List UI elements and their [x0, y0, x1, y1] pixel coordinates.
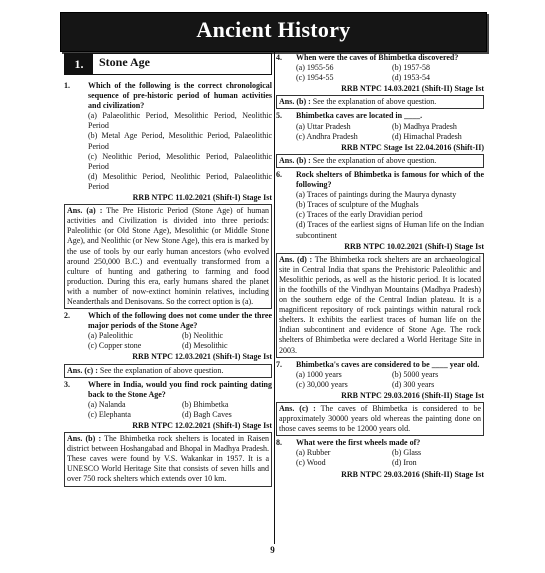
answer-box [64, 204, 272, 309]
question-block [64, 81, 272, 309]
answer-option: (a) Paleolithic [88, 331, 134, 341]
question-text: Which of the following is the correct chronological sequence of pre-historic period of human activities and civilization? [88, 81, 272, 111]
answer-option: (a) Palaeolithic Period, Mesolithic Period, Neolithic Period [88, 111, 272, 131]
answer-option: (b) 1957-58 [392, 63, 430, 73]
question-number: 3. [64, 379, 70, 389]
answer-option: (a) Rubber [296, 448, 331, 458]
answer-option: (b) Bhimbetka [182, 399, 229, 409]
answer-option: (d) Traces of the earliest signs of Human life on the Indian subcontinent [296, 220, 484, 240]
question-block [276, 170, 484, 358]
answer-explanation: The caves of Bhimbetka is considered to be approximately 30000 years old whereas the painting done on those caves seems to be 12000 years old. [279, 404, 481, 434]
exam-source: RRB NTPC 10.02.2021 (Shift-I) Stage Ist [344, 241, 484, 251]
answer-option: (b) Madhya Pradesh [392, 121, 457, 131]
exam-source: RRB NTPC 12.02.2021 (Shift-I) Stage Ist [132, 421, 272, 430]
answer-box [276, 95, 484, 109]
exam-source: RRB NTPC 11.02.2021 (Shift-I) Stage Ist [132, 193, 272, 203]
answer-explanation: The Pre Historic Period (Stone Age) of human activities and Civilization is divided into three periods: Paleolithic (or Old Stone Age), Mesolithic (or Middle Stone Age), and Neolithic (or New Stone Age), this era is marked by the use of tools by our early human ancestors (who evolved around 250,000 B.C.) and eventually transformed from a culture of hunting and gathering to farming and food production. During this era, early humans shared the planet with a number of now-extinct hominin relatives, including Neanderthals and Denisovans. So the correct option is (a). [67, 206, 269, 306]
answer-option: (b) Glass [392, 448, 422, 458]
answer-explanation: The Bhimbetka rock shelters is located in Raisen district between Hoshangabad and Bhopal in Madhya Pradesh. These caves were found by V.S. Wakankar in 1957. It is a UNESCO World Heritage Site that consists of seven hills and over 750 rock shelters which extends over 10 km. [67, 434, 270, 484]
options-list [296, 190, 484, 240]
question-number: 4. [276, 53, 282, 62]
exam-source: RRB NTPC Stage Ist 22.04.2016 (Shift-II) [341, 142, 484, 152]
answer-option: (c) Elephanta [88, 409, 131, 419]
question-number: 8. [276, 438, 282, 448]
exam-source: RRB NTPC 29.03.2016 (Shift-II) Stage Ist [341, 469, 484, 479]
answer-explanation: See the explanation of above question. [310, 155, 437, 165]
answer-option: (c) Traces of the early Dravidian period [296, 210, 423, 220]
answer-option: (c) Copper stone [88, 341, 142, 351]
answer-option: (a) Nalanda [88, 399, 126, 409]
answer-option: (b) Metal Age Period, Mesolithic Period, Palaeolithic Period [88, 131, 272, 151]
question-text: Where in India, would you find rock painting dating back to the Stone Age? [88, 379, 272, 399]
options-list [88, 331, 272, 351]
options-list [88, 111, 272, 192]
answer-box [64, 364, 272, 378]
answer-box [276, 402, 484, 436]
question-text: When were the caves of Bhimbetka discovered? [296, 53, 459, 62]
question-block [276, 111, 484, 167]
question-number: 6. [276, 169, 282, 179]
answer-option: (d) 1953-54 [392, 73, 430, 83]
answer-option: (b) 5000 years [392, 369, 439, 379]
page-number: 9 [270, 545, 275, 555]
question-text: Rock shelters of Bhimbetka is famous for which of the following? [296, 169, 484, 190]
section-heading [64, 53, 272, 75]
question-block [276, 360, 484, 437]
options-list [296, 370, 484, 390]
answer-option: (b) Neolithic [182, 331, 224, 341]
answer-option: (d) Iron [392, 458, 417, 468]
question-text: Bhimbetka's caves are considered to be ____ year old. [296, 359, 480, 369]
exam-source: RRB NTPC 29.03.2016 (Shift-II) Stage Ist [341, 390, 484, 400]
answer-option: (d) Bagh Caves [182, 409, 232, 419]
answer-option: (d) Himachal Pradesh [392, 131, 462, 141]
answer-label: Ans. (d) : [279, 254, 313, 264]
question-block [64, 311, 272, 378]
exam-source: RRB NTPC 12.03.2021 (Shift-I) Stage Ist [132, 352, 272, 362]
chapter-banner [60, 12, 487, 52]
question-block [276, 438, 484, 479]
left-column [64, 51, 272, 489]
answer-explanation: See the explanation of above question. [310, 97, 437, 107]
options-list [296, 122, 484, 142]
question-block [276, 53, 484, 109]
exam-source: RRB NTPC 14.03.2021 (Shift-II) Stage Ist [341, 84, 484, 94]
question-number: 2. [64, 311, 70, 321]
answer-label: Ans. (a) : [67, 206, 103, 216]
question-text: Which of the following does not come under the three major periods of the Stone Age? [88, 311, 272, 331]
question-number: 5. [276, 111, 282, 121]
answer-box [276, 253, 484, 358]
answer-option: (a) 1955-56 [296, 63, 334, 73]
answer-option: (b) Traces of sculpture of the Mughals [296, 200, 419, 210]
answer-label: Ans. (b) : [279, 97, 311, 107]
answer-option: (d) 300 years [392, 379, 435, 389]
answer-label: Ans. (b) : [279, 155, 311, 165]
answer-option: (a) Uttar Pradesh [296, 121, 351, 131]
answer-option: (c) Andhra Pradesh [296, 131, 358, 141]
answer-option: (c) 30,000 years [296, 379, 348, 389]
options-list [296, 448, 484, 468]
answer-box [64, 432, 272, 486]
answer-option: (a) Traces of paintings during the Maurya dynasty [296, 190, 457, 200]
question-text: What were the first wheels made of? [296, 438, 421, 448]
options-list [296, 63, 484, 83]
section-title: Stone Age [99, 55, 150, 69]
answer-explanation: See the explanation of above question. [97, 365, 224, 375]
question-number: 7. [276, 359, 282, 369]
question-number: 1. [64, 81, 70, 90]
chapter-title: Ancient History [196, 17, 351, 42]
answer-option: (c) 1954-55 [296, 73, 334, 83]
answer-label: Ans. (c) : [67, 365, 98, 375]
answer-option: (a) 1000 years [296, 369, 342, 379]
answer-explanation: The Bhimbetka rock shelters are an archaeological site in Central India that spans the Prehistoric Paleolithic and Mesolithic periods, as well as the historic period. It is located in the foothills of the Vindhyan Mountains (Madhya Pradesh) on the southern edge of the Central Indian plateau. It is a magnificent repository of rock paintings within natural rock shelters. It exhibits the earliest traces of human life on the Indian subcontinent and evidence of Stone Age. The rock shelters of Bhimbetka were declared a World Heritage Site in 2003. [279, 254, 482, 355]
answer-box [276, 154, 484, 168]
question-text: Bhimbetka caves are located in ____. [296, 111, 423, 121]
right-column [276, 51, 484, 480]
answer-label: Ans. (c) : [279, 404, 316, 413]
section-number: 1. [65, 54, 93, 74]
options-list [88, 400, 272, 420]
column-divider [274, 51, 275, 544]
answer-option: (d) Mesolithic Period, Neolithic Period, Palaeolithic Period [88, 171, 272, 191]
answer-label: Ans. (b) : [67, 434, 102, 444]
answer-option: (c) Neolithic Period, Mesolithic Period, Palaeolithic Period [88, 151, 272, 171]
answer-option: (d) Mesolithic [182, 341, 228, 351]
answer-option: (c) Wood [296, 458, 326, 468]
question-block [64, 380, 272, 487]
